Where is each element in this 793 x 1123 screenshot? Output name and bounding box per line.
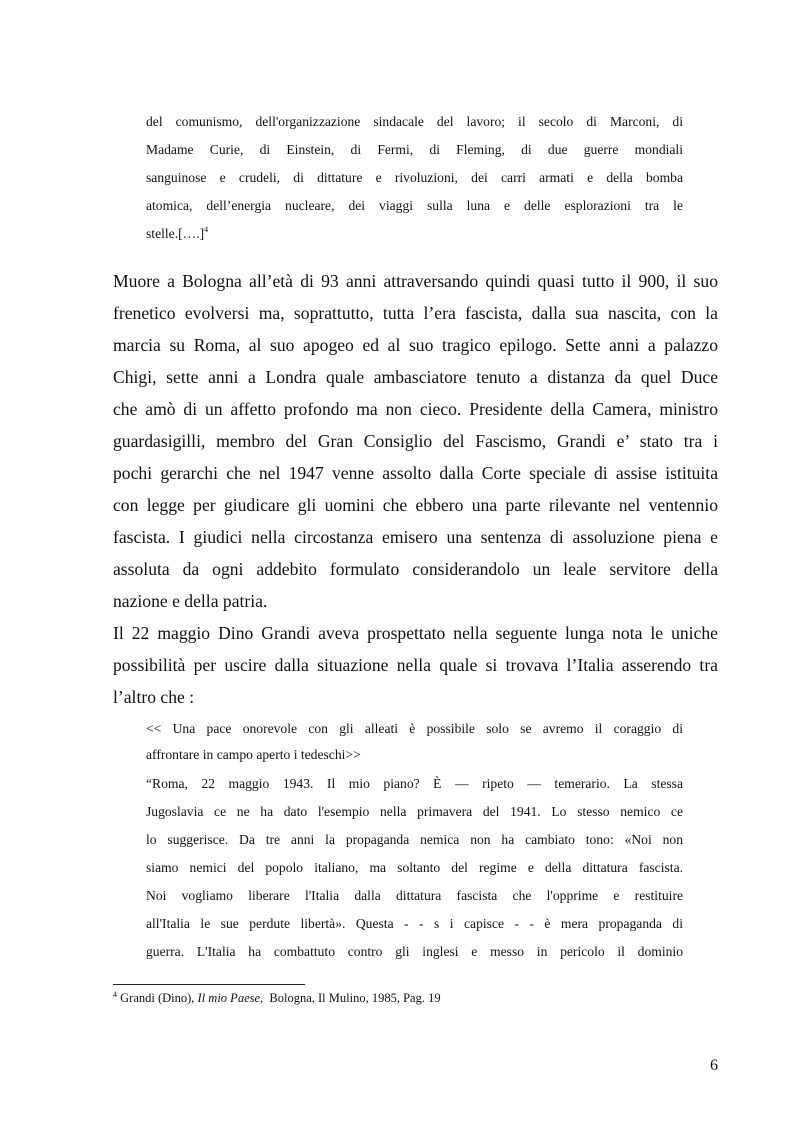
quote-line: all'Italia le sue perdute libertà». Questa - - s i capisce - - è mera propaganda di — [146, 916, 683, 931]
quote-line: del comunismo, dell'organizzazione sindacale del lavoro; il secolo di Marconi, di — [146, 114, 683, 129]
quote-line: lo suggerisce. Da tre anni la propaganda nemica non ha cambiato tono: «Noi non — [146, 832, 683, 847]
quote-line: sanguinose e crudeli, di dittature e rivoluzioni, dei carri armati e della bomba — [146, 170, 683, 185]
body-line: Muore a Bologna all’età di 93 anni attraversando quindi quasi tutto il 900, il suo — [113, 271, 718, 291]
quote-line — [146, 224, 683, 244]
quote-line: << Una pace onorevole con gli alleati è possibile solo se avremo il coraggio di — [146, 721, 683, 736]
body-line: possibilità per uscire dalla situazione nella quale si trovava l’Italia asserendo tra — [113, 655, 718, 675]
quote-line: Noi vogliamo liberare l'Italia dalla dittatura fascista che l'opprime e restituire — [146, 888, 683, 903]
body-line: Chigi, sette anni a Londra quale ambasciatore tenuto a distanza da quel Duce — [113, 367, 718, 387]
body-line: frenetico evolversi ma, soprattutto, tutta l’era fascista, dalla sua nascita, con la — [113, 303, 718, 323]
quote-line: atomica, dell’energia nucleare, dei viaggi sulla luna e delle esplorazioni tra le — [146, 198, 683, 213]
quote-line: siamo nemici del popolo italiano, ma soltanto del regime e della dittatura fascista. — [146, 860, 683, 875]
body-line: nazione e della patria. — [113, 591, 268, 611]
quote-line-text: stelle.[….] — [146, 226, 205, 241]
footnote — [113, 990, 441, 1006]
footnote-number: 4 — [113, 990, 117, 999]
page-number: 6 — [710, 1057, 718, 1074]
footnote-text-before: Grandi (Dino), — [117, 991, 198, 1005]
body-line: pochi gerarchi che nel 1947 venne assolto dalla Corte speciale di assise istituita — [113, 463, 718, 483]
body-line: con legge per giudicare gli uomini che ebbero una parte rilevante nel ventennio — [113, 495, 718, 515]
quote-line: Madame Curie, di Einstein, di Fermi, di Fleming, di due guerre mondiali — [146, 142, 683, 157]
body-line: assoluta da ogni addebito formulato considerandolo un leale servitore della — [113, 559, 718, 579]
body-line: marcia su Roma, al suo apogeo ed al suo tragico epilogo. Sette anni a palazzo — [113, 335, 718, 355]
body-line: che amò di un affetto profondo ma non cieco. Presidente della Camera, ministro — [113, 399, 718, 419]
quote-line: Jugoslavia ce ne ha dato l'esempio nella primavera del 1941. Lo stesso nemico ce — [146, 804, 683, 819]
footnote-title: Il mio Paese — [197, 991, 261, 1005]
footnote-reference[interactable]: 4 — [204, 225, 209, 234]
body-line: fascista. I giudici nella circostanza emisero una sentenza di assoluzione piena e — [113, 527, 718, 547]
quote-line: guerra. L'Italia ha combattuto contro gli inglesi e messo in pericolo il dominio — [146, 944, 683, 959]
body-line: guardasigilli, membro del Gran Consiglio del Fascismo, Grandi e’ stato tra i — [113, 431, 718, 451]
footnote-separator — [113, 984, 305, 985]
footnote-text-after: , Bologna, Il Mulino, 1985, Pag. 19 — [260, 991, 441, 1005]
quote-line: affrontare in campo aperto i tedeschi>> — [146, 747, 361, 762]
quote-line: “Roma, 22 maggio 1943. Il mio piano? È — ripeto — temerario. La stessa — [146, 776, 683, 791]
body-line: Il 22 maggio Dino Grandi aveva prospettato nella seguente lunga nota le uniche — [113, 623, 718, 643]
body-line: l’altro che : — [113, 687, 195, 707]
